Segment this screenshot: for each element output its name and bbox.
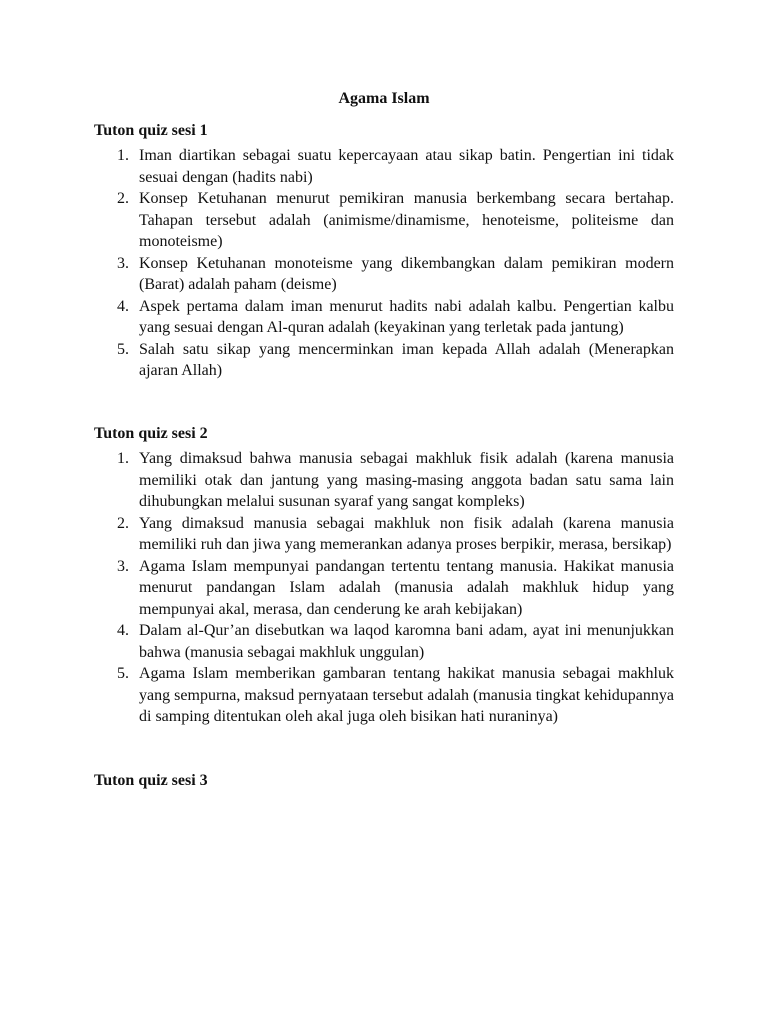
- list-item: [94, 556, 674, 621]
- item-text: Agama Islam mempunyai pandangan tertentu tentang manusia. Hakikat manusia menurut pandangan Islam adalah (manusia adalah makhluk hidup yang mempunyai akal, merasa, dan cenderung ke arah kebijakan): [139, 557, 674, 618]
- item-text: Salah satu sikap yang mencerminkan iman kepada Allah adalah (Menerapkan ajaran Allah): [139, 340, 674, 379]
- item-number: 1.: [117, 450, 129, 467]
- list-item: [94, 339, 674, 382]
- section-sesi-3: [94, 770, 674, 792]
- item-text: Yang dimaksud bahwa manusia sebagai makhluk fisik adalah (karena manusia memiliki otak dan jantung yang masing-masing anggota badan satu sama lain dihubungkan melalui susunan syaraf yang sangat kompleks): [139, 450, 674, 510]
- item-text: Yang dimaksud manusia sebagai makhluk non fisik adalah (karena manusia memiliki ruh dan jiwa yang memerankan adanya proses berpikir, merasa, bersikap): [139, 514, 674, 553]
- question-list: [94, 145, 674, 382]
- list-item: [94, 296, 674, 339]
- list-item: [94, 663, 674, 728]
- item-number: 1.: [117, 147, 129, 164]
- item-number: 4.: [117, 622, 129, 639]
- section-spacer: [94, 382, 674, 423]
- section-heading: Tuton quiz sesi 1: [94, 121, 208, 139]
- item-text: Konsep Ketuhanan menurut pemikiran manusia berkembang secara bertahap. Tahapan tersebut adalah (animisme/dinamisme, henoteisme, politeisme dan monoteisme): [139, 190, 674, 250]
- item-number: 5.: [117, 665, 129, 682]
- section-spacer: [94, 728, 674, 770]
- item-text: Dalam al-Qur’an disebutkan wa laqod karomna bani adam, ayat ini menunjukkan bahwa (manusia sebagai makhluk unggulan): [139, 622, 674, 661]
- item-number: 3.: [117, 557, 129, 575]
- item-number: 4.: [117, 297, 129, 315]
- list-item: [94, 145, 674, 188]
- item-number: 2.: [117, 190, 129, 207]
- item-text: Konsep Ketuhanan monoteisme yang dikembangkan dalam pemikiran modern (Barat) adalah paham (deisme): [139, 254, 674, 293]
- list-item: [94, 620, 674, 663]
- list-item: [94, 448, 674, 513]
- list-item: [94, 253, 674, 296]
- item-text: Iman diartikan sebagai suatu kepercayaan atau sikap batin. Pengertian ini tidak sesuai dengan (hadits nabi): [139, 147, 674, 186]
- section-sesi-2: [94, 423, 674, 728]
- document-title: Agama Islam: [338, 90, 430, 107]
- item-number: 5.: [117, 340, 129, 358]
- section-heading: Tuton quiz sesi 3: [94, 771, 208, 789]
- item-number: 2.: [117, 514, 129, 532]
- list-item: [94, 513, 674, 556]
- list-item: [94, 188, 674, 253]
- item-number: 3.: [117, 254, 129, 272]
- section-sesi-1: [94, 120, 674, 382]
- item-text: Aspek pertama dalam iman menurut hadits nabi adalah kalbu. Pengertian kalbu yang sesuai dengan Al-quran adalah (keyakinan yang terletak pada jantung): [139, 297, 674, 336]
- question-list: [94, 448, 674, 728]
- section-heading: Tuton quiz sesi 2: [94, 424, 208, 442]
- item-text: Agama Islam memberikan gambaran tentang hakikat manusia sebagai makhluk yang sempurna, maksud pernyataan tersebut adalah (manusia tingkat kehidupannya di samping ditentukan oleh akal juga oleh bisikan hati nuraninya): [139, 665, 674, 725]
